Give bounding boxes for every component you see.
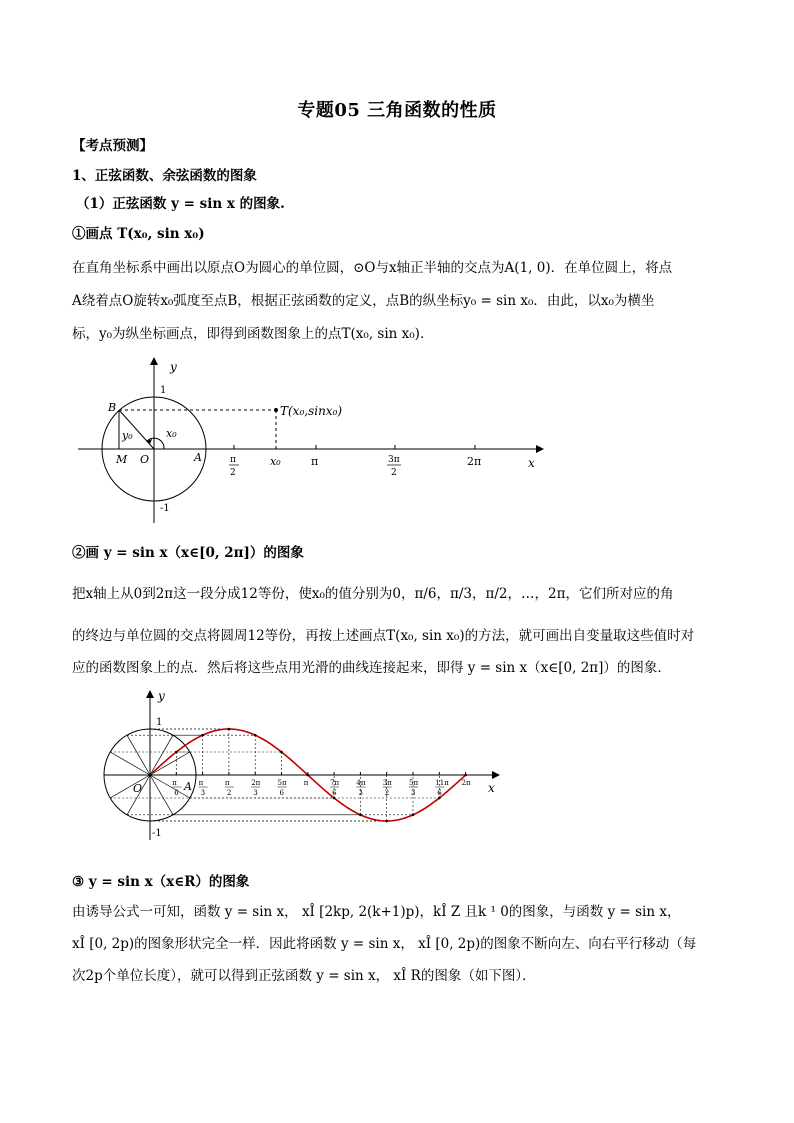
paragraph-2-line-1: 把x轴上从0到2π这一段分成12等份，使x₀的值分别为0，π/6，π/3，π/2，…，2π，它们所对应的角 xyxy=(72,586,674,602)
fig2-y-arrow xyxy=(146,690,154,698)
fig1-y0-label: y₀ xyxy=(122,429,133,442)
fig2-curve-point xyxy=(464,774,467,777)
fig2-tick-label-den: 3 xyxy=(411,789,416,797)
fig2-tick-label-num: π xyxy=(198,779,204,787)
fig2-tick-label-num: 2π xyxy=(461,779,471,787)
fig2-tick-label-num: 5π xyxy=(277,779,287,787)
paragraph-1-line-2: A绕着点O旋转x₀弧度至点B，根据正弦函数的定义，点B的纵坐标y₀ = sin x₀．由此，以x₀为横坐 xyxy=(72,293,655,309)
fig2-tick-label-den: 3 xyxy=(253,789,258,797)
heading-sine-cosine-graphs: 1、正弦函数、余弦函数的图象 xyxy=(72,168,257,184)
fig1-y-axis-label: y xyxy=(170,360,177,374)
fig1-tick-3pi-over-2-num: 3π xyxy=(388,455,400,465)
fig2-radius xyxy=(127,735,150,775)
fig2-point-a-label: A xyxy=(184,780,192,793)
fig2-curve-point xyxy=(228,728,231,731)
fig1-tick-pi-over-2-den: 2 xyxy=(230,468,236,478)
fig2-radius xyxy=(150,735,173,775)
fig2-one-label: 1 xyxy=(156,717,163,728)
fig2-radius xyxy=(110,752,150,775)
fig1-tick-x0: x₀ xyxy=(270,455,281,468)
fig2-curve-point xyxy=(201,734,204,737)
fig1-neg-one-label: -1 xyxy=(160,503,170,514)
fig2-tick-label-num: 11π xyxy=(435,779,449,787)
fig2-tick-label-num: 5π xyxy=(409,779,419,787)
page-title: 专题05 三角函数的性质 xyxy=(297,100,497,121)
fig2-curve-point xyxy=(385,820,388,823)
fig2-tick-label-den: 3 xyxy=(200,789,206,797)
fig2-tick-label-den: 6 xyxy=(437,789,442,797)
fig2-tick-label-num: π xyxy=(224,779,230,787)
fig1-point-m-label: M xyxy=(116,453,128,466)
fig1-one-label: 1 xyxy=(160,385,167,396)
fig1-tick-2pi: 2π xyxy=(467,455,482,468)
fig2-tick-label-den: 6 xyxy=(332,789,337,797)
section-label: 【考点预测】 xyxy=(72,138,153,154)
fig2-tick-label-den: 6 xyxy=(174,789,179,797)
paragraph-3-line-3: 次2p个单位长度），就可以得到正弦函数 y = sin x， xÎ R的图象（如下图）． xyxy=(72,968,536,984)
fig1-point-o-label: O xyxy=(140,453,150,466)
fig2-radius xyxy=(110,775,150,798)
fig2-curve-point xyxy=(175,751,178,754)
fig2-curve-point xyxy=(438,797,441,800)
paragraph-2-line-3: 应的函数图象上的点．然后将这些点用光滑的曲线连接起来，即得 y = sin x（x∈[0, 2π]）的图象． xyxy=(72,660,671,676)
subheading-sine-graph: （1）正弦函数 y = sin x 的图象. xyxy=(76,196,285,212)
fig2-curve-point xyxy=(254,734,257,737)
fig2-tick-label-num: 4π xyxy=(356,779,366,787)
fig2-curve-point xyxy=(412,814,415,817)
fig2-tick-label-num: π xyxy=(303,779,309,787)
step-draw-sine-interval: ②画 y = sin x（x∈[0, 2π]）的图象 xyxy=(72,545,304,561)
fig2-x-arrow xyxy=(492,771,500,779)
fig2-radius xyxy=(150,752,190,775)
fig2-tick-label-den: 6 xyxy=(279,789,284,797)
fig2-tick-label-num: π xyxy=(172,779,177,787)
fig1-tick-pi: π xyxy=(311,455,319,468)
fig1-tick-pi-over-2-num: π xyxy=(230,455,236,465)
fig2-y-axis-label: y xyxy=(158,689,165,703)
fig2-origin-label: O xyxy=(133,782,143,795)
fig2-curve-point xyxy=(333,797,336,800)
paragraph-3-line-1: 由诱导公式一可知，函数 y = sin x， xÎ [2kp, 2(k+1)p)，kÎ Z 且k ¹ 0的图象，与函数 y = sin x， xyxy=(72,904,681,920)
step-draw-point: ①画点 T(x₀, sin x₀) xyxy=(72,226,205,242)
figure-unit-circle-point xyxy=(70,355,550,530)
fig2-tick-label-num: 2π xyxy=(251,779,261,787)
fig2-neg-one-label: -1 xyxy=(152,828,162,839)
step-sine-real-line: ③ y = sin x（x∈R）的图象 xyxy=(72,874,250,890)
fig1-tick-3pi-over-2-den: 2 xyxy=(391,468,397,478)
paragraph-1-line-1: 在直角坐标系中画出以原点O为圆心的单位圆，⊙O与x轴正半轴的交点为A(1, 0)．在单位圆上，将点 xyxy=(72,260,673,276)
fig2-x-axis-label: x xyxy=(488,781,495,795)
fig1-x-axis-label: x xyxy=(528,456,535,470)
fig2-tick-label-num: 3π xyxy=(382,779,392,787)
fig2-radius xyxy=(150,775,173,815)
fig1-point-b-label: B xyxy=(108,401,117,414)
fig2-curve-point xyxy=(307,774,310,777)
figure-sine-curve xyxy=(100,688,510,848)
fig2-curve-point xyxy=(149,774,152,777)
fig2-tick-label-num: 7π xyxy=(330,779,340,787)
paragraph-3-line-2: xÎ [0, 2p)的图象形状完全一样．因此将函数 y = sin x， xÎ [0, 2p)的图象不断向左、向右平行移动（每 xyxy=(72,936,697,952)
fig2-tick-label-den: 3 xyxy=(358,789,363,797)
fig2-tick-label-den: 2 xyxy=(384,789,390,797)
paragraph-2-line-2: 的终边与单位圆的交点将圆周12等份，再按上述画点T(x₀, sin x₀)的方法，就可画出自变量取这些值时对 xyxy=(72,628,695,644)
paragraph-1-line-3: 标，y₀为纵坐标画点，即得到函数图象上的点T(x₀, sin x₀)． xyxy=(72,326,434,342)
fig1-point-a-label: A xyxy=(194,451,202,464)
fig2-tick-label-den: 2 xyxy=(226,789,232,797)
fig2-curve-point xyxy=(280,751,283,754)
fig1-x0-angle-label: x₀ xyxy=(166,427,177,440)
fig2-curve-point xyxy=(359,814,362,817)
fig1-point-t-label: T(x₀,sinx₀) xyxy=(280,404,343,418)
